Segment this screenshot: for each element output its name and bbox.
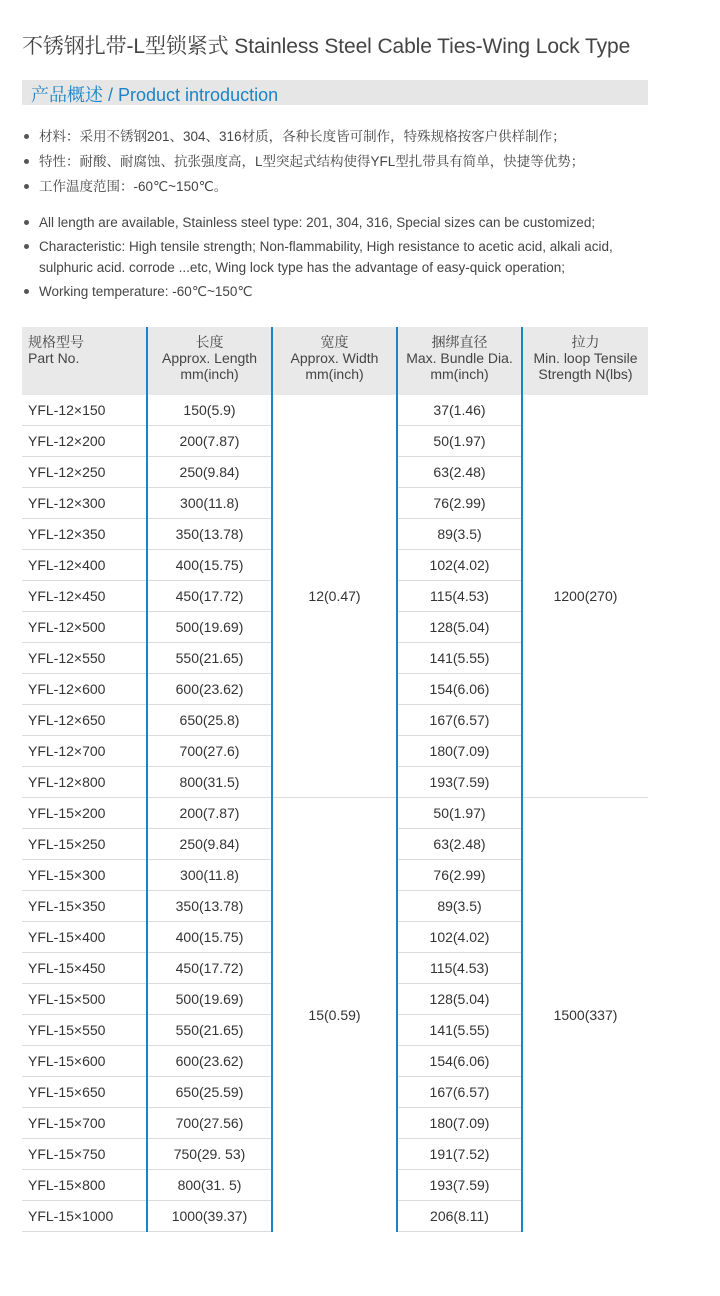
header-unit: mm(inch): [180, 366, 239, 382]
length-cell: 350(13.78): [147, 891, 272, 922]
bundle-dia-cell: 50(1.97): [397, 426, 522, 457]
length-cell: 700(27.6): [147, 736, 272, 767]
bundle-dia-cell: 193(7.59): [397, 1170, 522, 1201]
bundle-dia-cell: 128(5.04): [397, 984, 522, 1015]
spec-table: [22, 327, 648, 1232]
bullet-list-chinese: [22, 126, 662, 201]
length-cell: 800(31. 5): [147, 1170, 272, 1201]
part-no-cell: YFL-15×400: [22, 922, 147, 953]
bundle-dia-cell: 141(5.55): [397, 1015, 522, 1046]
part-no-cell: YFL-15×700: [22, 1108, 147, 1139]
length-cell: 400(15.75): [147, 922, 272, 953]
header-tensile: [522, 327, 648, 395]
bundle-dia-cell: 50(1.97): [397, 798, 522, 829]
length-cell: 1000(39.37): [147, 1201, 272, 1232]
length-cell: 600(23.62): [147, 674, 272, 705]
bundle-dia-cell: 206(8.11): [397, 1201, 522, 1232]
length-cell: 300(11.8): [147, 488, 272, 519]
bundle-dia-cell: 89(3.5): [397, 519, 522, 550]
bundle-dia-cell: 63(2.48): [397, 829, 522, 860]
section-header: [22, 80, 648, 105]
length-cell: 250(9.84): [147, 457, 272, 488]
part-no-cell: YFL-15×1000: [22, 1201, 147, 1232]
part-no-cell: YFL-15×600: [22, 1046, 147, 1077]
part-no-cell: YFL-12×250: [22, 457, 147, 488]
part-no-cell: YFL-12×450: [22, 581, 147, 612]
bullet-item: Working temperature: -60℃~150℃: [22, 281, 662, 302]
bundle-dia-cell: 193(7.59): [397, 767, 522, 798]
length-cell: 450(17.72): [147, 581, 272, 612]
bullet-item: Characteristic: High tensile strength; Non-flammability, High resistance to acetic acid, alkali acid, sulphuric acid. corrode ...etc, Wing lock type has the advantage of easy-quick operation;: [22, 236, 662, 278]
bundle-dia-cell: 115(4.53): [397, 953, 522, 984]
length-cell: 700(27.56): [147, 1108, 272, 1139]
length-cell: 600(23.62): [147, 1046, 272, 1077]
part-no-cell: YFL-12×150: [28, 402, 106, 418]
bundle-dia-cell: 154(6.06): [397, 674, 522, 705]
length-cell: 550(21.65): [147, 1015, 272, 1046]
length-cell: 450(17.72): [147, 953, 272, 984]
length-cell: 500(19.69): [147, 984, 272, 1015]
width-cell: 12(0.47): [272, 395, 397, 798]
bundle-dia-cell: 154(6.06): [397, 1046, 522, 1077]
length-cell: 650(25.59): [147, 1077, 272, 1108]
header-length: [147, 327, 272, 395]
header-en: Max. Bundle Dia.: [406, 350, 513, 366]
part-no-cell: YFL-15×350: [22, 891, 147, 922]
part-no-cell: YFL-15×500: [22, 984, 147, 1015]
part-no-cell: YFL-15×250: [22, 829, 147, 860]
header-unit: Strength N(lbs): [538, 366, 633, 382]
header-cn: 捆绑直径: [431, 334, 488, 350]
table-row: [22, 798, 648, 829]
bundle-dia-cell: 89(3.5): [397, 891, 522, 922]
part-no-cell: YFL-15×450: [22, 953, 147, 984]
length-cell: 350(13.78): [147, 519, 272, 550]
length-cell: 150(5.9): [147, 395, 272, 426]
header-en: Approx. Length: [162, 350, 257, 366]
part-no-cell: YFL-12×550: [22, 643, 147, 674]
table-header-row: [22, 327, 648, 395]
part-no-cell: YFL-12×700: [22, 736, 147, 767]
bundle-dia-cell: 180(7.09): [397, 736, 522, 767]
section-title: 产品概述 / Product introduction: [31, 85, 279, 105]
bundle-dia-cell: 141(5.55): [397, 643, 522, 674]
bundle-dia-cell: 167(6.57): [397, 1077, 522, 1108]
length-cell: 300(11.8): [147, 860, 272, 891]
part-no-cell: YFL-12×200: [22, 426, 147, 457]
part-no-cell: YFL-12×650: [22, 705, 147, 736]
width-cell: 15(0.59): [272, 798, 397, 1232]
part-no-cell: YFL-12×500: [22, 612, 147, 643]
bullet-item: 材料：采用不锈钢201、304、316材质，各种长度皆可制作，特殊规格按客户供样制作；: [22, 126, 662, 147]
header-cn: 长度: [195, 334, 224, 350]
length-cell: 200(7.87): [147, 798, 272, 829]
bundle-dia-cell: 76(2.99): [397, 488, 522, 519]
bullet-list-english: [22, 212, 662, 305]
length-cell: 550(21.65): [147, 643, 272, 674]
header-en: Part No.: [28, 350, 80, 366]
bundle-dia-cell: 102(4.02): [397, 550, 522, 581]
part-no-cell: YFL-15×300: [22, 860, 147, 891]
header-part-no: [22, 327, 147, 395]
tensile-cell: 1500(337): [522, 798, 648, 1232]
part-no-cell: YFL-15×650: [22, 1077, 147, 1108]
bundle-dia-cell: 63(2.48): [397, 457, 522, 488]
bundle-dia-cell: 115(4.53): [397, 581, 522, 612]
length-cell: 650(25.8): [147, 705, 272, 736]
length-cell: 250(9.84): [147, 829, 272, 860]
header-unit: mm(inch): [305, 366, 364, 382]
part-no-cell: YFL-12×600: [22, 674, 147, 705]
header-cn: 规格型号: [28, 334, 84, 350]
bullet-item: 特性：耐酸、耐腐蚀、抗张强度高，L型突起式结构使得YFL型扎带具有简单，快捷等优势；: [22, 151, 662, 172]
header-en: Min. loop Tensile: [533, 350, 638, 366]
header-cn: 拉力: [571, 334, 600, 350]
header-cn: 宽度: [320, 334, 349, 350]
part-no-cell: YFL-12×800: [22, 767, 147, 798]
length-cell: 500(19.69): [147, 612, 272, 643]
part-no-cell: YFL-15×200: [22, 798, 147, 829]
length-cell: 800(31.5): [147, 767, 272, 798]
tensile-cell: 1200(270): [522, 395, 648, 798]
page-title: 不锈钢扎带-L型锁紧式 Stainless Steel Cable Ties-Wing Lock Type: [22, 35, 631, 58]
part-no-cell: YFL-12×300: [22, 488, 147, 519]
header-unit: mm(inch): [430, 366, 489, 382]
length-cell: 200(7.87): [147, 426, 272, 457]
table-row: [22, 395, 648, 426]
length-cell: 400(15.75): [147, 550, 272, 581]
part-no-cell: YFL-15×800: [22, 1170, 147, 1201]
part-no-cell: YFL-15×750: [22, 1139, 147, 1170]
bundle-dia-cell: 102(4.02): [397, 922, 522, 953]
bundle-dia-cell: 128(5.04): [397, 612, 522, 643]
part-no-cell: YFL-12×350: [22, 519, 147, 550]
bundle-dia-cell: 76(2.99): [397, 860, 522, 891]
header-width: [272, 327, 397, 395]
bundle-dia-cell: 167(6.57): [397, 705, 522, 736]
table-body: [22, 395, 648, 1232]
bullet-item: All length are available, Stainless steel type: 201, 304, 316, Special sizes can be customized;: [22, 212, 662, 233]
bullet-item: 工作温度范围：-60℃~150℃。: [22, 176, 662, 197]
length-cell: 750(29. 53): [147, 1139, 272, 1170]
part-no-cell: YFL-12×400: [22, 550, 147, 581]
header-bundle-dia: [397, 327, 522, 395]
bundle-dia-cell: 180(7.09): [397, 1108, 522, 1139]
header-en: Approx. Width: [290, 350, 379, 366]
bundle-dia-cell: 191(7.52): [397, 1139, 522, 1170]
bundle-dia-cell: 37(1.46): [397, 395, 522, 426]
part-no-cell: YFL-15×550: [22, 1015, 147, 1046]
